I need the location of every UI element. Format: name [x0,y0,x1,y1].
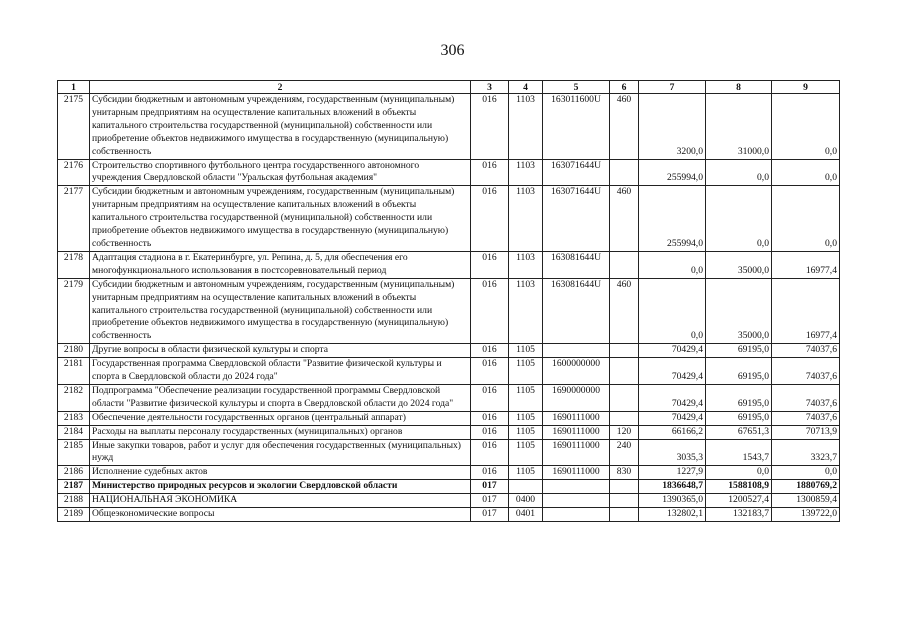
amount-cell-col7: 255994,0 [639,186,706,252]
row-number-cell: 2178 [58,251,90,278]
section-code-cell [509,480,543,494]
ministry-code-cell: 016 [471,384,509,411]
amount-cell-col7: 70429,4 [639,411,706,425]
table-row [58,278,840,344]
section-code-cell: 1105 [509,358,543,385]
row-number-cell: 2179 [58,278,90,344]
row-name-cell: Государственная программа Свердловской области "Развитие физической культуры и спорта в Свердловской области до 2024 года" [90,358,471,385]
expense-type-cell: 460 [610,278,639,344]
target-article-cell: 163081644U [543,251,610,278]
table-row [58,494,840,508]
column-header: 6 [610,81,639,94]
target-article-cell: 163081644U [543,278,610,344]
column-header: 8 [706,81,772,94]
row-name-cell: Расходы на выплаты персоналу государственных (муниципальных) органов [90,425,471,439]
row-name-cell: Субсидии бюджетным и автономным учреждениям, государственным (муниципальным) унитарным предприятиям на осуществление капитальных вложений в объекты капитального строительства государственной (муниципальной) собственности или приобретение объектов недвижимого имущества в государственную (муниципальную) собственность [90,278,471,344]
amount-cell-col9: 0,0 [772,159,840,186]
ministry-code-cell: 016 [471,186,509,252]
row-name-cell: Иные закупки товаров, работ и услуг для обеспечения государственных (муниципальных) нужд [90,439,471,466]
target-article-cell: 163071644U [543,186,610,252]
row-number-cell: 2189 [58,508,90,522]
expense-type-cell: 830 [610,466,639,480]
ministry-code-cell: 016 [471,159,509,186]
target-article-cell [543,508,610,522]
row-number-cell: 2182 [58,384,90,411]
ministry-code-cell: 016 [471,94,509,160]
amount-cell-col9: 74037,6 [772,384,840,411]
target-article-cell: 1690111000 [543,439,610,466]
section-code-cell: 1105 [509,425,543,439]
amount-cell-col9: 139722,0 [772,508,840,522]
expense-type-cell [610,159,639,186]
ministry-code-cell: 016 [471,358,509,385]
amount-cell-col8: 69195,0 [706,384,772,411]
column-header: 7 [639,81,706,94]
row-name-cell: НАЦИОНАЛЬНАЯ ЭКОНОМИКА [90,494,471,508]
expense-type-cell: 240 [610,439,639,466]
amount-cell-col7: 70429,4 [639,384,706,411]
row-number-cell: 2187 [58,480,90,494]
amount-cell-col8: 132183,7 [706,508,772,522]
row-number-cell: 2184 [58,425,90,439]
ministry-code-cell: 016 [471,251,509,278]
amount-cell-col8: 31000,0 [706,94,772,160]
target-article-cell: 163011600U [543,94,610,160]
row-number-cell: 2176 [58,159,90,186]
amount-cell-col8: 35000,0 [706,278,772,344]
section-code-cell: 0401 [509,508,543,522]
column-header: 3 [471,81,509,94]
expense-type-cell [610,384,639,411]
ministry-code-cell: 017 [471,508,509,522]
amount-cell-col8: 69195,0 [706,358,772,385]
row-number-cell: 2186 [58,466,90,480]
ministry-code-cell: 016 [471,411,509,425]
expense-type-cell [610,358,639,385]
amount-cell-col8: 0,0 [706,159,772,186]
table-row [58,411,840,425]
row-number-cell: 2185 [58,439,90,466]
expense-type-cell [610,508,639,522]
amount-cell-col9: 3323,7 [772,439,840,466]
amount-cell-col9: 74037,6 [772,411,840,425]
table-row [58,358,840,385]
amount-cell-col9: 74037,6 [772,344,840,358]
column-header: 1 [58,81,90,94]
target-article-cell: 1690111000 [543,425,610,439]
amount-cell-col7: 0,0 [639,278,706,344]
amount-cell-col9: 0,0 [772,466,840,480]
section-code-cell: 1105 [509,344,543,358]
amount-cell-col9: 1300859,4 [772,494,840,508]
table-row [58,186,840,252]
ministry-code-cell: 017 [471,494,509,508]
expense-type-cell [610,480,639,494]
row-number-cell: 2183 [58,411,90,425]
amount-cell-col8: 1200527,4 [706,494,772,508]
amount-cell-col8: 0,0 [706,186,772,252]
amount-cell-col7: 1390365,0 [639,494,706,508]
section-code-cell: 1103 [509,94,543,160]
row-number-cell: 2188 [58,494,90,508]
row-name-cell: Министерство природных ресурсов и экологии Свердловской области [90,480,471,494]
row-number-cell: 2181 [58,358,90,385]
expense-type-cell [610,344,639,358]
row-number-cell: 2177 [58,186,90,252]
ministry-code-cell: 016 [471,439,509,466]
section-code-cell: 1105 [509,384,543,411]
target-article-cell: 1690000000 [543,384,610,411]
budget-table [57,80,840,522]
amount-cell-col9: 0,0 [772,94,840,160]
row-number-cell: 2175 [58,94,90,160]
table-row [58,439,840,466]
amount-cell-col8: 69195,0 [706,344,772,358]
row-name-cell: Обеспечение деятельности государственных органов (центральный аппарат) [90,411,471,425]
amount-cell-col9: 16977,4 [772,251,840,278]
table-row [58,480,840,494]
amount-cell-col7: 66166,2 [639,425,706,439]
amount-cell-col8: 1588108,9 [706,480,772,494]
expense-type-cell [610,251,639,278]
amount-cell-col9: 1880769,2 [772,480,840,494]
table-row [58,466,840,480]
ministry-code-cell: 016 [471,344,509,358]
amount-cell-col7: 1836648,7 [639,480,706,494]
amount-cell-col7: 70429,4 [639,358,706,385]
amount-cell-col7: 0,0 [639,251,706,278]
expense-type-cell: 460 [610,186,639,252]
ministry-code-cell: 016 [471,278,509,344]
amount-cell-col8: 0,0 [706,466,772,480]
row-number-cell: 2180 [58,344,90,358]
column-header: 5 [543,81,610,94]
amount-cell-col8: 1543,7 [706,439,772,466]
table-row [58,251,840,278]
table-body [58,94,840,522]
amount-cell-col9: 0,0 [772,186,840,252]
page-number: 306 [440,42,465,59]
row-name-cell: Субсидии бюджетным и автономным учреждениям, государственным (муниципальным) унитарным предприятиям на осуществление капитальных вложений в объекты капитального строительства государственной (муниципальной) собственности или приобретение объектов недвижимого имущества в государственную (муниципальную) собственность [90,186,471,252]
row-name-cell: Адаптация стадиона в г. Екатеринбурге, ул. Репина, д. 5, для обеспечения его многофункционального использования в постсоревновательный период [90,251,471,278]
column-header: 9 [772,81,840,94]
amount-cell-col7: 255994,0 [639,159,706,186]
table-row [58,384,840,411]
row-name-cell: Субсидии бюджетным и автономным учреждениям, государственным (муниципальным) унитарным предприятиям на осуществление капитальных вложений в объекты капитального строительства государственной (муниципальной) собственности или приобретение объектов недвижимого имущества в государственную (муниципальную) собственность [90,94,471,160]
expense-type-cell: 120 [610,425,639,439]
amount-cell-col7: 1227,9 [639,466,706,480]
table-row [58,508,840,522]
amount-cell-col7: 3200,0 [639,94,706,160]
target-article-cell: 1690111000 [543,466,610,480]
table-row [58,425,840,439]
amount-cell-col8: 67651,3 [706,425,772,439]
section-code-cell: 1103 [509,186,543,252]
row-name-cell: Исполнение судебных актов [90,466,471,480]
section-code-cell: 1105 [509,439,543,466]
target-article-cell [543,344,610,358]
table-row [58,159,840,186]
amount-cell-col8: 35000,0 [706,251,772,278]
header-row [58,81,840,94]
row-name-cell: Общеэкономические вопросы [90,508,471,522]
expense-type-cell [610,494,639,508]
amount-cell-col7: 70429,4 [639,344,706,358]
row-name-cell: Строительство спортивного футбольного центра государственного автономного учреждения Свердловской области "Уральская футбольная академия" [90,159,471,186]
column-header: 4 [509,81,543,94]
ministry-code-cell: 016 [471,425,509,439]
amount-cell-col9: 74037,6 [772,358,840,385]
section-code-cell: 1105 [509,411,543,425]
amount-cell-col8: 69195,0 [706,411,772,425]
amount-cell-col9: 70713,9 [772,425,840,439]
column-header: 2 [90,81,471,94]
section-code-cell: 1105 [509,466,543,480]
section-code-cell: 1103 [509,251,543,278]
table-row [58,344,840,358]
target-article-cell [543,480,610,494]
amount-cell-col7: 132802,1 [639,508,706,522]
section-code-cell: 1103 [509,278,543,344]
expense-type-cell [610,411,639,425]
amount-cell-col9: 16977,4 [772,278,840,344]
section-code-cell: 1103 [509,159,543,186]
section-code-cell: 0400 [509,494,543,508]
target-article-cell: 163071644U [543,159,610,186]
row-name-cell: Подпрограмма "Обеспечение реализации государственной программы Свердловской области "Развитие физической культуры и спорта в Свердловской области до 2024 года" [90,384,471,411]
target-article-cell: 1690111000 [543,411,610,425]
expense-type-cell: 460 [610,94,639,160]
row-name-cell: Другие вопросы в области физической культуры и спорта [90,344,471,358]
target-article-cell: 1600000000 [543,358,610,385]
table-row [58,94,840,160]
ministry-code-cell: 016 [471,466,509,480]
amount-cell-col7: 3035,3 [639,439,706,466]
target-article-cell [543,494,610,508]
ministry-code-cell: 017 [471,480,509,494]
